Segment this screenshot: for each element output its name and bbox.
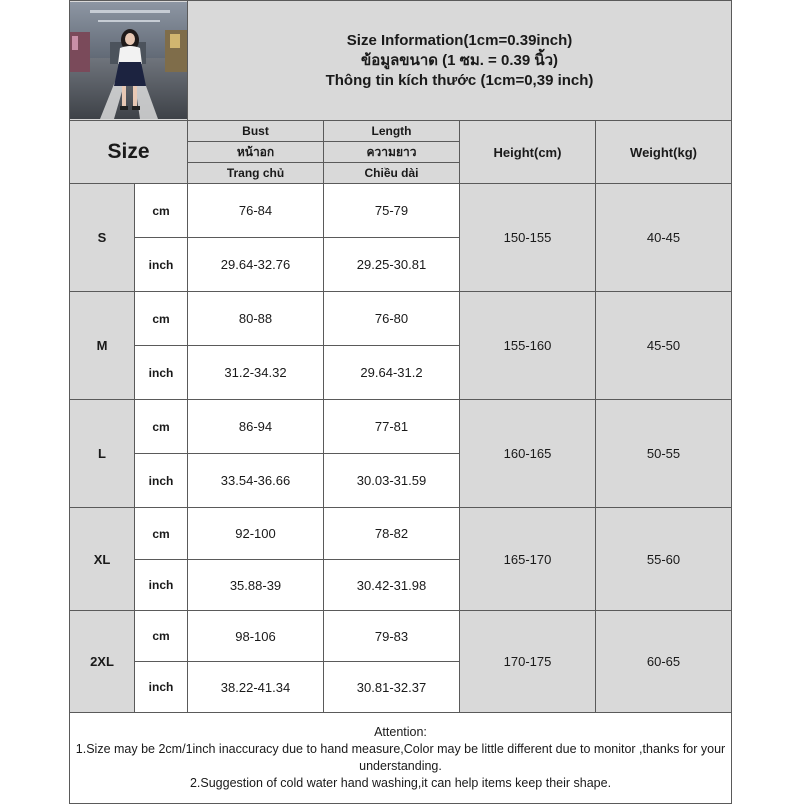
bust-inch-xl: 35.88-39 xyxy=(188,560,324,611)
attention-notes xyxy=(70,713,732,804)
length-cm-m: 76-80 xyxy=(324,292,460,346)
bust-header-vi: Trang chủ xyxy=(188,163,324,184)
weight-m: 45-50 xyxy=(596,292,732,400)
weight-header: Weight(kg) xyxy=(596,121,732,184)
attention-note-2: 2.Suggestion of cold water hand washing,it can help items keep their shape. xyxy=(189,776,612,790)
size-name-2xl: 2XL xyxy=(70,611,135,713)
length-header-th: ความยาว xyxy=(324,142,460,163)
length-inch-s: 29.25-30.81 xyxy=(324,238,460,292)
weight-s: 40-45 xyxy=(596,184,732,292)
length-header-en: Length xyxy=(324,121,460,142)
unit-cm: cm xyxy=(135,184,188,238)
product-photo xyxy=(70,2,187,119)
unit-cm: cm xyxy=(135,508,188,560)
bust-inch-2xl: 38.22-41.34 xyxy=(188,662,324,713)
product-photo-girl-in-parking-garage-icon xyxy=(70,2,187,119)
unit-inch: inch xyxy=(135,346,188,400)
bust-header-en: Bust xyxy=(188,121,324,142)
attention-note-1: 1.Size may be 2cm/1inch inaccuracy due to hand measure,Color may be little different due to monitor ,thanks for your understanding. xyxy=(75,742,726,773)
weight-2xl: 60-65 xyxy=(596,611,732,713)
height-s: 150-155 xyxy=(460,184,596,292)
bust-cm-xl: 92-100 xyxy=(188,508,324,560)
bust-cm-m: 80-88 xyxy=(188,292,324,346)
unit-cm: cm xyxy=(135,400,188,454)
size-column-header: Size xyxy=(70,121,188,184)
unit-cm: cm xyxy=(135,292,188,346)
size-name-xl: XL xyxy=(70,508,135,611)
length-inch-l: 30.03-31.59 xyxy=(324,454,460,508)
height-m: 155-160 xyxy=(460,292,596,400)
length-header-vi: Chiều dài xyxy=(324,163,460,184)
length-cm-s: 75-79 xyxy=(324,184,460,238)
bust-inch-s: 29.64-32.76 xyxy=(188,238,324,292)
unit-inch: inch xyxy=(135,454,188,508)
unit-inch: inch xyxy=(135,560,188,611)
bust-inch-l: 33.54-36.66 xyxy=(188,454,324,508)
size-name-s: S xyxy=(70,184,135,292)
bust-cm-s: 76-84 xyxy=(188,184,324,238)
height-header: Height(cm) xyxy=(460,121,596,184)
bust-header-th: หน้าอก xyxy=(188,142,324,163)
length-cm-xl: 78-82 xyxy=(324,508,460,560)
weight-l: 50-55 xyxy=(596,400,732,508)
height-l: 160-165 xyxy=(460,400,596,508)
length-cm-2xl: 79-83 xyxy=(324,611,460,662)
size-chart-table xyxy=(69,0,732,804)
product-photo-cell xyxy=(70,1,188,121)
size-chart-sheet xyxy=(69,0,731,800)
title-english: Size Information(1cm=0.39inch) xyxy=(346,31,573,49)
bust-cm-l: 86-94 xyxy=(188,400,324,454)
title-thai: ข้อมูลขนาด (1 ซม. = 0.39 นิ้ว) xyxy=(360,51,559,69)
length-inch-2xl: 30.81-32.37 xyxy=(324,662,460,713)
length-inch-xl: 30.42-31.98 xyxy=(324,560,460,611)
length-inch-m: 29.64-31.2 xyxy=(324,346,460,400)
size-name-m: M xyxy=(70,292,135,400)
attention-heading: Attention: xyxy=(374,725,427,739)
height-2xl: 170-175 xyxy=(460,611,596,713)
unit-inch: inch xyxy=(135,662,188,713)
bust-cm-2xl: 98-106 xyxy=(188,611,324,662)
height-xl: 165-170 xyxy=(460,508,596,611)
length-cm-l: 77-81 xyxy=(324,400,460,454)
size-information-title xyxy=(188,1,732,121)
title-vietnamese: Thông tin kích thước (1cm=0,39 inch) xyxy=(325,71,594,89)
weight-xl: 55-60 xyxy=(596,508,732,611)
bust-inch-m: 31.2-34.32 xyxy=(188,346,324,400)
unit-inch: inch xyxy=(135,238,188,292)
size-name-l: L xyxy=(70,400,135,508)
unit-cm: cm xyxy=(135,611,188,662)
